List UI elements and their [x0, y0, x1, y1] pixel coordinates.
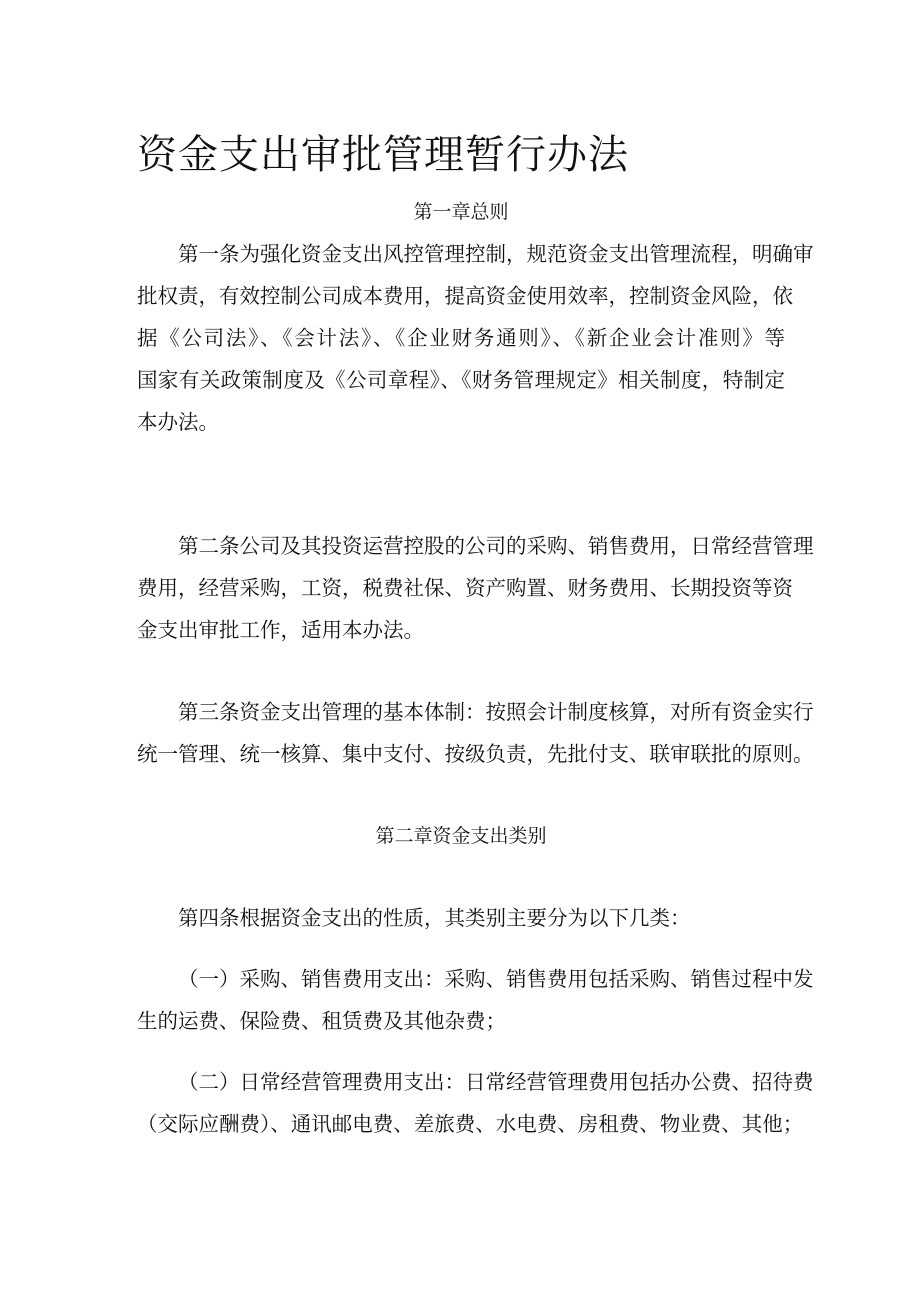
paragraph-line: 本办法。	[137, 410, 219, 434]
paragraph-line: 据《公司法》、《会计法》、《企业财务通则》、《新企业会计准则》等	[137, 326, 785, 350]
paragraph-line: （一）采购、销售费用支出：采购、销售费用包括采购、销售过程中发	[178, 967, 814, 991]
item-2-paragraph	[137, 1061, 814, 1145]
article-3-paragraph	[137, 691, 814, 775]
paragraph-line: （二）日常经营管理费用支出：日常经营管理费用包括办公费、招待费	[178, 1070, 814, 1094]
paragraph-line: 第四条根据资金支出的性质，其类别主要分为以下几类：	[178, 906, 691, 930]
paragraph-line: 第一条为强化资金支出风控管理控制，规范资金支出管理流程，明确审	[178, 242, 814, 266]
article-1-paragraph	[137, 233, 814, 443]
paragraph-line: （交际应酬费）、通讯邮电费、差旅费、水电费、房租费、物业费、其他；	[137, 1112, 804, 1136]
paragraph-line: 批权责，有效控制公司成本费用，提高资金使用效率，控制资金风险，依	[137, 284, 793, 308]
paragraph-line: 国家有关政策制度及《公司章程》、《财务管理规定》相关制度，特制定	[137, 368, 785, 392]
document-title: 资金支出审批管理暂行办法	[137, 132, 629, 178]
paragraph-line: 生的运费、保险费、租赁费及其他杂费；	[137, 1009, 506, 1033]
paragraph-line: 统一管理、统一核算、集中支付、按级负责，先批付支、联审联批的原则。	[137, 742, 814, 766]
paragraph-line: 第三条资金支出管理的基本体制：按照会计制度核算，对所有资金实行	[178, 700, 814, 724]
chapter-heading-2: 第二章资金支出类别	[375, 825, 547, 847]
article-2-paragraph	[137, 525, 814, 651]
paragraph-line: 费用，经营采购，工资，税费社保、资产购置、财务费用、长期投资等资	[137, 576, 793, 600]
item-1-paragraph	[137, 958, 814, 1042]
article-4-paragraph	[137, 897, 785, 939]
paragraph-line: 金支出审批工作，适用本办法。	[137, 618, 424, 642]
paragraph-line: 第二条公司及其投资运营控股的公司的采购、销售费用，日常经营管理	[178, 534, 814, 558]
chapter-heading-1: 第一章总则	[413, 201, 509, 223]
